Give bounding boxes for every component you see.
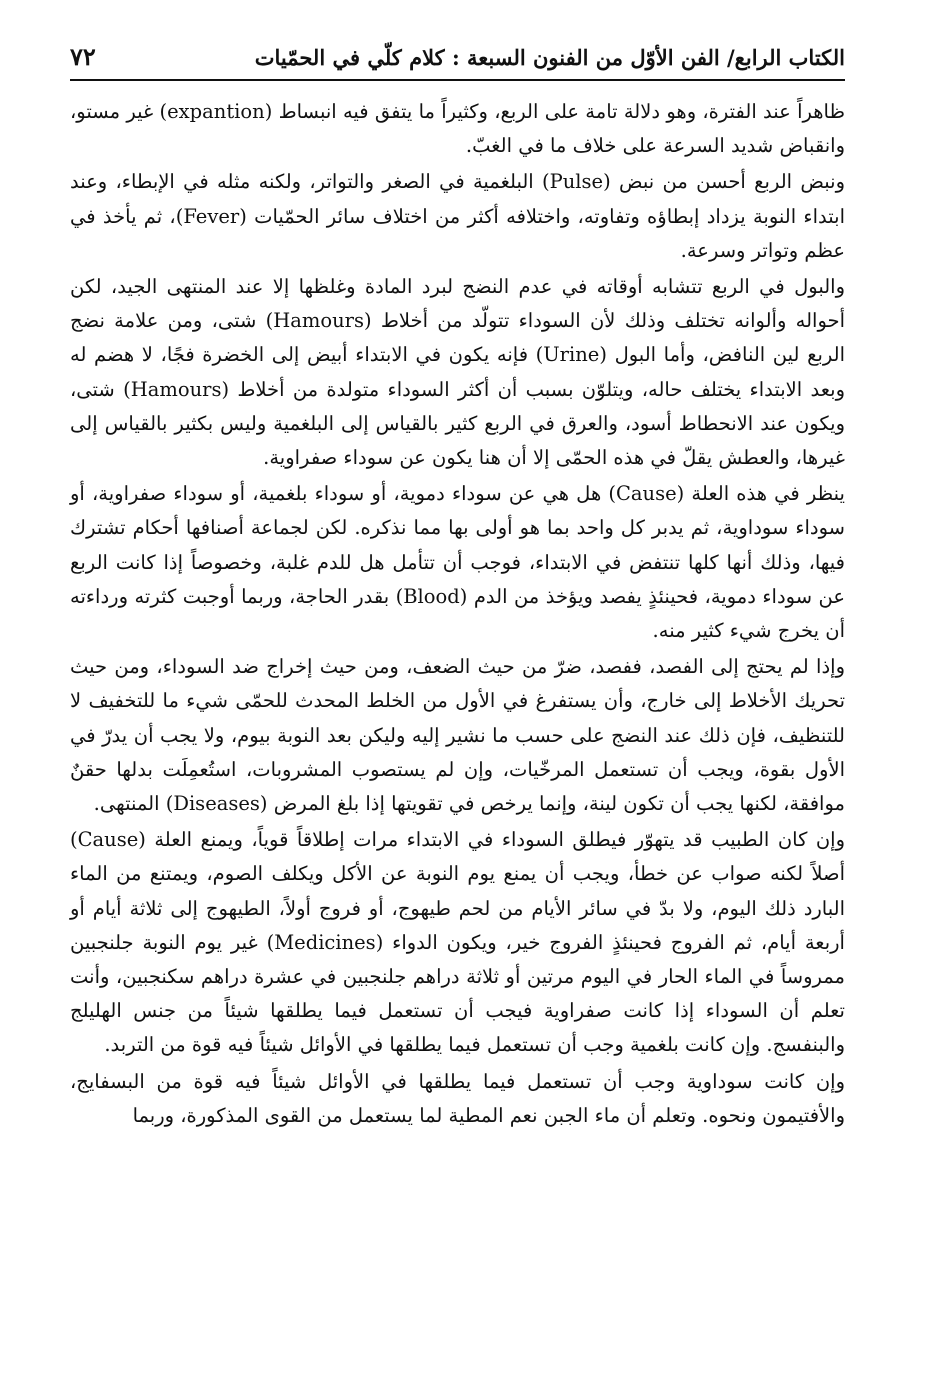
paragraph: ينظر في هذه العلة (Cause) هل هي عن سوداء دموية، أو سوداء بلغمية، أو سوداء صفراوية، أو سوداء سوداوية، ثم يدبر كل واحد بما هو أولى بها مما نذكره. لكن لجماعة أصنافها أحكام تشترك فيها، وذلك أنها كلها تنتفض في الابتداء، فوجب أن تتأمل هل للدم غلبة، وخصوصاً إذا كانت الربع عن سوداء دموية، فحينئذٍ يفصد ويؤخذ من الدم (Blood) بقدر الحاجة، وربما أوجبت كثرته ورداءته أن يخرج شيء كثير منه.	[70, 482, 846, 643]
paragraph: وإذا لم يحتج إلى الفصد، ففصد، ضرّ من حيث الضعف، ومن حيث إخراج ضد السوداء، ومن حيث تحريك الأخلاط إلى خارج، وأن يستفرغ في الأول من الخلط المحدث للحمّى شيء ما للتخفيف لا للتنظيف، فإن ذلك عند النضج على حسب ما نشير إليه وليكن بعد النوبة بيوم، ولا يجب أن يدرّ في الأول بقوة، ويجب أن تستعمل المرخّيات، وإن لم يستصوب المشروبات، استُعمِلَت بدلها حقنٌ موافقة، لكنها يجب أن تكون لينة، وإنما يرخص في تقويتها إذا بلغ المرض (Diseases) المنتهى.	[70, 655, 845, 816]
page-number: ٧٢	[70, 42, 96, 71]
running-title: الكتاب الرابع/ الفن الأوّل من الفنون السبعة : كلام كلّي في الحمّيات	[254, 45, 845, 70]
page-header	[70, 42, 845, 81]
paragraph: ونبض الربع أحسن من نبض (Pulse) البلغمية في الصغر والتواتر، ولكنه مثله في الإبطاء، وعند ابتداء النوبة يزداد إبطاؤه وتفاوته، واختلافه أكثر من اختلاف سائر الحمّيات (Fever)، ثم يأخذ في عظم وتواتر وسرعة.	[70, 170, 845, 262]
paragraph: ظاهراً عند الفترة، وهو دلالة تامة على الربع، وكثيراً ما يتفق فيه انبساط (expantion) غير مستو، وانقباض شديد السرعة على خلاف ما في الغبّ.	[70, 100, 845, 158]
paragraph: وإن كانت سوداوية وجب أن تستعمل فيما يطلقها في الأوائل شيئاً فيه قوة من البسفايج، والأفتيمون ونحوه. وتعلم أن ماء الجبن نعم المطية لما يستعمل من القوى المذكورة، وربما	[70, 1069, 845, 1127]
page-body	[70, 95, 845, 1133]
paragraph: والبول في الربع تتشابه أوقاته في عدم النضج لبرد المادة وغلظها إلا عند المنتهى الجيد، لكن أحواله وألوانه تختلف وذلك لأن السوداء تتولّد من أخلاط (Hamours) شتى، ومن علامة نضج الربع لين النافض، وأما البول (Urine) فإنه يكون في الابتداء أبيض إلى الخضرة فجًا، لا هضم له وبعد الابتداء يختلف حاله، ويتلوّن بسبب أن أكثر السوداء متولدة من أخلاط (Hamours) شتى، ويكون عند الانحطاط أسود، والعرق في الربع كثير بالقياس إلى البلغمية وليس بكثير بالقياس إلى غيرها، والعطش يقلّ في هذه الحمّى إلا أن هنا يكون عن سوداء صفراوية.	[70, 275, 846, 470]
book-page	[70, 42, 845, 1135]
paragraph: وإن كان الطبيب قد يتهوّر فيطلق السوداء في الابتداء مرات إطلاقاً قوياً، ويمنع العلة (Cause) أصلاً لكنه صواب عن خطأ، ويجب أن يمنع يوم النوبة عن الأكل ويكلف الصوم، ويمتنع من الماء البارد ذلك اليوم، ولا بدّ في سائر الأيام من لحم طيهوج، أو فروج أولاً، الطيهوج إلى ثلاثة أيام أو أربعة أيام، ثم الفروج فحينئذٍ الفروج خير، ويكون الدواء (Medicines) غير يوم النوبة جلنجبين ممروساً في الماء الحار في اليوم مرتين أو ثلاثة دراهم جلنجبين في عشرة دراهم سكنجبين، وأنت تعلم أن السوداء إذا كانت صفراوية فيجب أن تستعمل فيما يطلقها شيئاً من جنس الهليلج والبنفسج. وإن كانت بلغمية وجب أن تستعمل فيما يطلقها في الأوائل شيئاً فيه قوة من التربد.	[70, 828, 845, 1057]
